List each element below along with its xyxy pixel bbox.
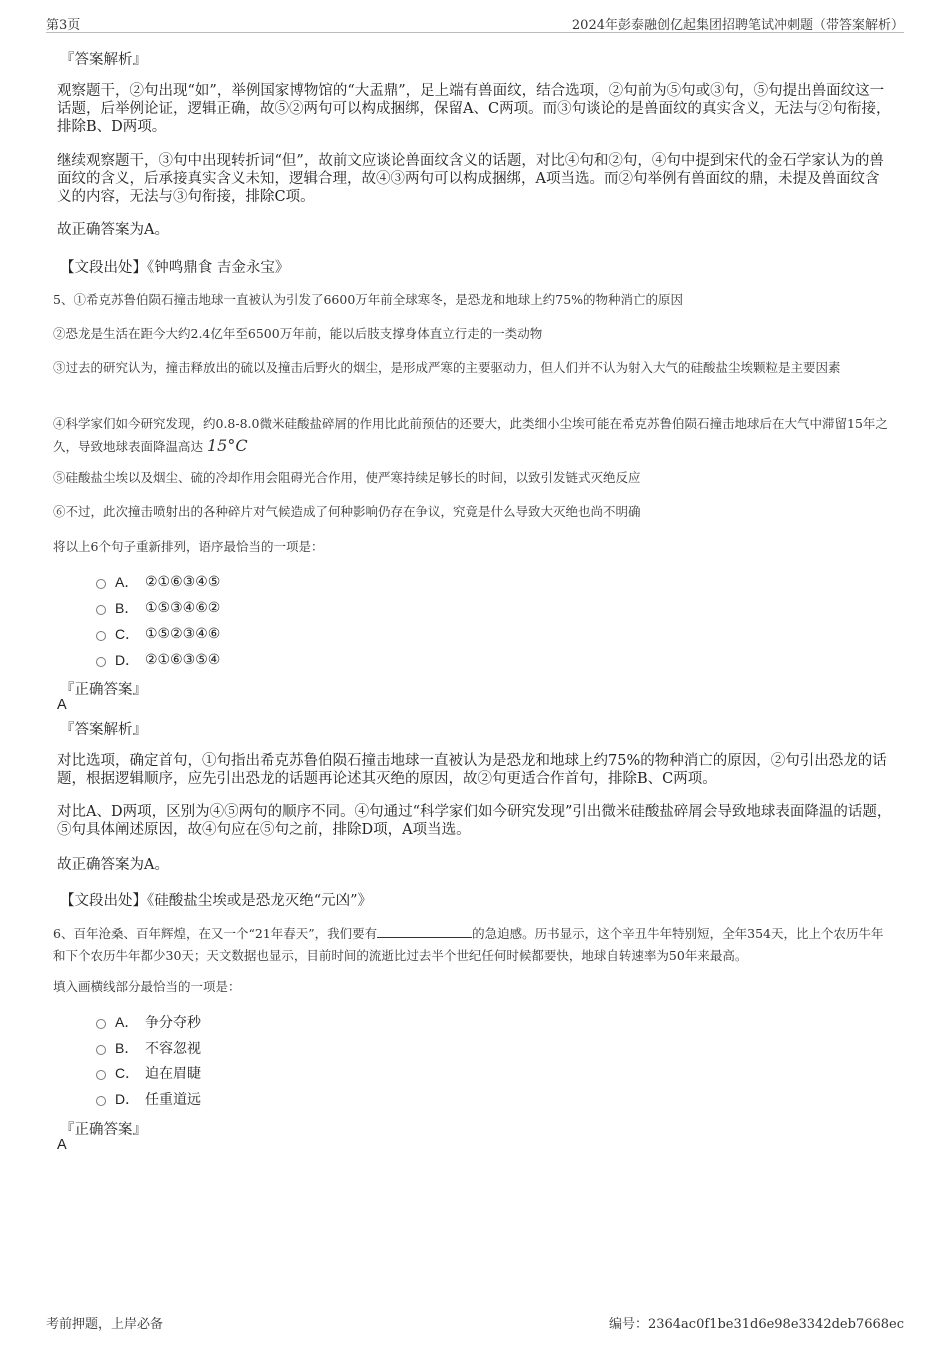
q5-option-b[interactable]: B． ①⑤③④⑥② <box>96 598 220 618</box>
q4-analysis-para-1: 观察题干，②句出现“如”，举例国家博物馆的“大盂鼎”，足上端有兽面纹，结合选项，②句前为⑤句或③句，⑤句提出兽面纹这一话题，后举例论证，逻辑正确，故⑤②两句可以构成捆绑，保留A、C两项。而③句谈论的是兽面纹的真实含义，无法与②句衔接，排除B、D两项。 <box>57 83 891 135</box>
q5-source: 【文段出处】《硅酸盐尘埃或是恐龙灭绝“元凶”》 <box>60 893 373 909</box>
q5-sentence-4-text: ④科学家们如今研究发现，约0.8-8.0微米硅酸盐碎屑的作用比此前预估的还要大，此类细小尘埃可能在希克苏鲁伯陨石撞击地球后在大气中滞留15年之久，导致地球表面降温高达 <box>53 416 888 454</box>
document-id: 编号：2364ac0f1be31d6e98e3342deb7668ec <box>608 1317 904 1332</box>
radio-icon[interactable] <box>96 1070 106 1080</box>
radio-icon[interactable] <box>96 1096 106 1106</box>
q4-analysis-para-2: 继续观察题干，③句中出现转折词“但”，故前文应谈论兽面纹含义的话题，对比④句和②句，④句中提到宋代的金石学家认为的兽面纹的含义，后承接真实含义未知，逻辑合理，故④③两句可以构成捆绑，A项当选。而②句举例有兽面纹的鼎，未提及兽面纹含义的内容，无法与③句衔接，排除C项。 <box>57 153 884 205</box>
q5-answer-tag: 『正确答案』 <box>60 682 147 698</box>
q6-option-a[interactable]: A． 争分夺秒 <box>96 1012 201 1032</box>
q5-sentence-2: ②恐龙是生活在距今大约2.4亿年至6500万年前，能以后肢支撑身体直立行走的一类动物 <box>53 326 543 341</box>
q5-sentence-5: ⑤硅酸盐尘埃以及烟尘、硫的冷却作用会阻碍光合作用，使严寒持续足够长的时间，以致引发链式灭绝反应 <box>53 470 641 485</box>
radio-icon[interactable] <box>96 605 106 615</box>
radio-icon[interactable] <box>96 1045 106 1055</box>
q6-stem: 6、百年沧桑、百年辉煌，在又一个“21年春天”，我们要有 的急迫感。历书显示，这个辛丑牛年特别短，全年354天，比上个农历牛年和下个农历牛年都少30天；天文数据也显示，目前时间的流逝比过去半个世纪任何时候都要快，地球自转速率为50年来最高。 <box>53 926 884 963</box>
q5-sentence-1: 5、①希克苏鲁伯陨石撞击地球一直被认为引发了6600万年前全球寒冬，是恐龙和地球上约75%的物种消亡的原因 <box>53 292 684 307</box>
q5-sentence-4 <box>53 413 895 458</box>
q4-source: 【文段出处】《钟鸣鼎食 吉金永宝》 <box>60 260 290 276</box>
page-number: 第3页 <box>46 18 81 33</box>
q5-temperature-formula: 15°C <box>207 436 248 455</box>
q6-answer: A <box>57 1137 67 1153</box>
fill-blank <box>377 924 472 938</box>
footer-slogan: 考前押题，上岸必备 <box>46 1317 164 1332</box>
document-title: 2024年彭泰融创亿起集团招聘笔试冲刺题（带答案解析） <box>571 18 904 33</box>
q6-prompt: 填入画横线部分最恰当的一项是： <box>53 979 241 994</box>
q4-conclusion: 故正确答案为A。 <box>57 222 169 238</box>
radio-icon[interactable] <box>96 657 106 667</box>
q5-option-c[interactable]: C． ①⑤②③④⑥ <box>96 624 220 644</box>
radio-icon[interactable] <box>96 631 106 641</box>
q5-option-a[interactable]: A． ②①⑥③④⑤ <box>96 572 220 592</box>
q5-option-d[interactable]: D． ②①⑥③⑤④ <box>96 650 220 670</box>
radio-icon[interactable] <box>96 1019 106 1029</box>
q5-answer: A <box>57 697 67 713</box>
q5-conclusion: 故正确答案为A。 <box>57 857 169 873</box>
page-header <box>46 14 904 33</box>
q5-analysis-para-1: 对比选项，确定首句，①句指出希克苏鲁伯陨石撞击地球一直被认为是恐龙和地球上约75%的物种消亡的原因，②句引出恐龙的话题，根据逻辑顺序，应先引出恐龙的话题再论述其灭绝的原因，故②句更适合作首句，排除B、C两项。 <box>57 753 887 787</box>
q5-sentence-6: ⑥不过，此次撞击喷射出的各种碎片对气候造成了何种影响仍存在争议，究竟是什么导致大灭绝也尚不明确 <box>53 504 641 519</box>
q5-analysis-tag: 『答案解析』 <box>60 722 147 738</box>
q6-option-d[interactable]: D． 任重道远 <box>96 1089 201 1109</box>
q5-sentence-3: ③过去的研究认为，撞击释放出的硫以及撞击后野火的烟尘，是形成严寒的主要驱动力，但人们并不认为射入大气的硅酸盐尘埃颗粒是主要因素 <box>53 360 841 375</box>
q6-option-b[interactable]: B． 不容忽视 <box>96 1038 201 1058</box>
q6-option-c[interactable]: C． 迫在眉睫 <box>96 1063 201 1083</box>
q5-analysis-para-2: 对比A、D两项，区别为④⑤两句的顺序不同。④句通过“科学家们如今研究发现”引出微米硅酸盐碎屑会导致地球表面降温的话题，⑤句具体阐述原因，故④句应在⑤句之前，排除D项，A项当选。 <box>57 804 892 838</box>
radio-icon[interactable] <box>96 579 106 589</box>
q6-answer-tag: 『正确答案』 <box>60 1122 147 1138</box>
q5-prompt: 将以上6个句子重新排列，语序最恰当的一项是： <box>53 539 324 554</box>
q4-analysis-tag: 『答案解析』 <box>60 52 147 68</box>
